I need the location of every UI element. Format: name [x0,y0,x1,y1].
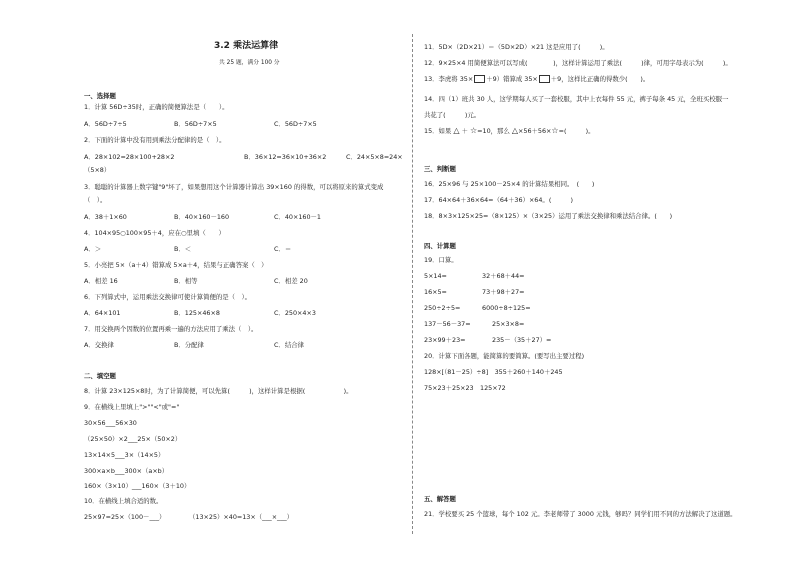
triangle-icon: △ [511,126,519,135]
option-a: A．＞ [84,245,102,253]
option-c: C．40×160－1 [274,213,321,221]
mental-row-2: 16×5= 73＋98＋27= [424,288,525,296]
question-18: 18．8×3×125×25=（8×125）×（3×25）运用了乘法交换律和乘法结合律。( ) [424,212,673,220]
question-2-options [84,153,404,161]
question-2-option-c-cont: （5×8） [84,166,111,174]
question-14-cont: 共花了( )元。 [424,111,481,119]
star-icon: ☆ [551,126,559,135]
page-subtitle: 共 25 题，满分 100 分 [219,60,280,66]
question-3: 3．聪聪的计算器上数字键"9"坏了，如果想用这个计算器计算出 39×160 的得数，可以将原来的算式变成 [84,183,384,191]
question-20: 20．计算下面各题，能简算的要简算。(要写出主要过程) [424,352,585,360]
question-11: 11．5D×（2D×21）＝（5D×2D）×21 这是应用了( )。 [424,43,609,51]
question-9-item-4: 300×a×b___300×（a×b） [84,467,169,475]
triangle-icon: △ [453,126,460,135]
option-a: A．38＋1×60 [84,213,127,221]
question-10-items [84,513,404,521]
section-heading-fill: 二、填空题 [84,372,116,380]
option-a: A．交换律 [84,341,114,349]
question-19: 19．口算。 [424,256,458,264]
section-heading-solve: 五、解答题 [424,495,456,503]
question-7: 7．用交换两个因数的位置再乘一遍的方法应用了乘法（ ）。 [84,325,258,333]
question-3-options [84,213,404,221]
section-heading-choice: 一、选择题 [84,92,116,100]
question-7-options [84,341,404,349]
question-6-options [84,309,404,317]
option-c: C．相差 20 [274,277,308,285]
option-b: B．相等 [174,277,198,285]
option-c: C．＝ [274,245,292,253]
question-4: 4．104×95○100×95＋4，应在○里填（ ） [84,229,225,237]
question-3-cont: （ ）。 [84,196,107,204]
question-21: 21．学校要买 25 个篮球，每个 102 元。李老师带了 3000 元钱，够吗？同学们用不同的方法解决了这道题。 [424,510,737,518]
question-20-row-1: 128×[（81－25）÷8] 355＋260＋140＋245 [424,368,563,376]
question-1: 1．计算 56D÷35时，正确的简便算法是（ ）。 [84,103,229,111]
mental-row-1: 5×14= 32＋68＋44= [424,272,525,280]
question-17: 17．64×64＋36×64=（64＋36）×64。( ) [424,196,573,204]
column-divider [412,34,413,534]
option-b: B．36×12=36×10+36×2 [244,153,327,161]
option-b: B．40×160－160 [174,213,230,221]
question-4-options [84,245,404,253]
question-1-options [84,120,404,128]
question-9-item-2: （25×50）×2___25×（50×2） [84,435,182,443]
question-8: 8．计算 23×125×8时，为了计算简便，可以先算( )，这样计算是根据( )。 [84,387,353,395]
option-c: C．24×5×8=24× [346,153,403,161]
option-b: B．分配律 [174,341,204,349]
section-heading-judge: 三、判断题 [424,165,456,173]
option-c: C．56D÷7×5 [274,120,317,128]
question-9-item-1: 30×56___56×30 [84,419,137,427]
option-c: C．250×4×3 [274,309,316,317]
question-5: 5．小亮把 5×（a＋4）错算成 5×a＋4，结果与正确答案（ ） [84,261,268,269]
question-20-row-2: 75×23＋25×23 125×72 [424,384,506,392]
question-13: 13．李虎将 35× ＋9）错算成 35× ＋9，这样比正确的得数少( )。 [424,75,650,83]
blank-box [474,75,485,83]
option-a: A．相差 16 [84,277,118,285]
page-title: 3.2 乘法运算律 [214,41,279,51]
question-16: 16．25×96 与 25×100－25×4 的计算结果相同。 ( ) [424,180,595,188]
blank-box [539,75,550,83]
mental-row-4: 137－56－37= 25×3×8= [424,320,525,328]
question-9-item-3: 13×14×5___3×（14×5） [84,451,165,459]
question-12: 12．9×25×4 用简便算法可以写成( )，这样计算运用了乘法( )律，可用字母表示为( )。 [424,59,732,67]
option-c: C．结合律 [274,341,305,349]
question-9-item-5: 160×（3×10）___160×（3＋10） [84,482,191,490]
mental-row-3: 250÷2÷5= 6000÷8÷125= [424,304,531,312]
option-b: B．125×46×8 [174,309,220,317]
star-icon: ☆ [470,126,478,135]
mental-row-5: 23×99＋23= 235－（35＋27）= [424,336,552,344]
question-15: 15．如果 △ ＋ ☆=10，那么 △×56＋56×☆=( )。 [424,126,595,135]
option-b: B．56D÷7×5 [174,120,217,128]
question-14: 14．四（1）班共 30 人，这学期每人买了一套校服，其中上衣每件 55 元，裤子每条 45 元，全班买校服一 [424,95,729,103]
question-2: 2．下面的计算中没有用到乘法分配律的是（ ）。 [84,136,226,144]
option-a: A．28×102=28×100+28×2 [84,153,175,161]
question-10: 10．在横线上填合适的数。 [84,497,163,505]
question-9: 9．在横线上里填上">""<"或"=" [84,403,180,411]
question-6: 6．下列算式中，运用乘法交换律可使计算简便的是（ ）。 [84,293,252,301]
question-5-options [84,277,404,285]
question-10-item-1: 25×97=25×（100－___） [84,513,166,521]
option-b: B．＜ [174,245,192,253]
option-a: A．64×101 [84,309,121,317]
option-a: A．56D÷7÷5 [84,120,127,128]
question-10-item-2: （13×25）×40=13×（___×___） [189,513,294,521]
section-heading-calc: 四、计算题 [424,242,456,250]
